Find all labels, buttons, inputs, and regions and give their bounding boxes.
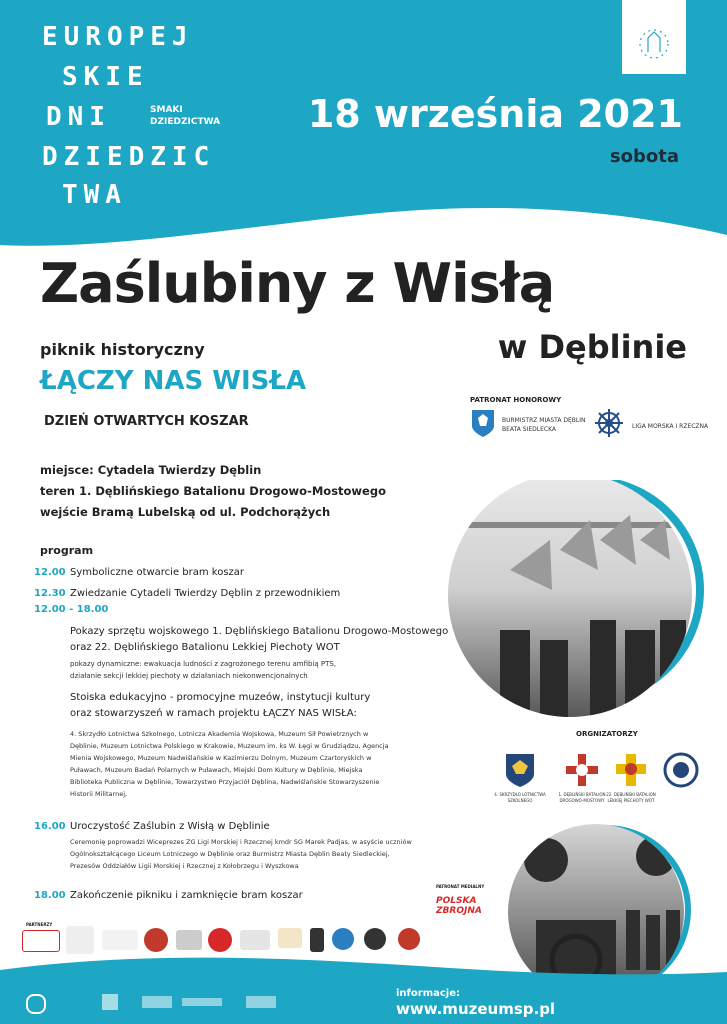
eu-logo xyxy=(622,0,686,74)
stands-line-1: Stoiska edukacyjno - promocyjne muzeów, instytucji kultury xyxy=(70,692,371,703)
event-day: sobota xyxy=(609,146,679,167)
edd-word-4: DZIEDZIC xyxy=(42,142,216,172)
edd-word-1: EUROPEJ xyxy=(42,22,194,52)
partner-logo-6 xyxy=(208,928,232,952)
website-link[interactable]: www.muzeumsp.pl xyxy=(396,1000,556,1018)
partner-logo-3 xyxy=(102,930,138,950)
program-time-4: 16.00 xyxy=(34,821,66,832)
partner-logo-1 xyxy=(22,930,60,952)
program-heading: program xyxy=(40,544,94,557)
smaki-line-1: SMAKI xyxy=(150,105,183,115)
stands-block xyxy=(70,690,370,722)
main-title: Zaślubiny z Wisłą xyxy=(40,252,555,315)
organizer-2-label: 1. DĘBLIŃSKI BATALION DROGOWO-MOSTOWY xyxy=(558,792,606,803)
show1-line-2: oraz 22. Dęblińskiego Batalionu Lekkiej Piechoty WOT xyxy=(70,642,340,653)
footer-logo-3 xyxy=(142,996,172,1008)
partner-logo-9 xyxy=(310,928,324,952)
eagle-shield-icon xyxy=(504,752,536,788)
show1-detail-2: działanie sekcji lekkiej piechoty w działaniach niekonwencjonalnych xyxy=(70,672,308,680)
organizer-1-label: 4. SKRZYDŁO LOTNICTWA SZKOLNEGO xyxy=(494,792,546,803)
info-label: informacje: xyxy=(396,988,461,999)
eagle-crest-icon xyxy=(470,408,496,438)
venue-line-2: teren 1. Dęblińskiego Batalionu Drogowo-Mostowego xyxy=(40,484,386,498)
picnic-label: piknik historyczny xyxy=(40,340,205,359)
stands-details xyxy=(70,728,389,800)
edd-word-5: TWA xyxy=(62,180,127,210)
stands-detail-6: Historii Militarnej, xyxy=(70,790,128,798)
program-time-5: 18.00 xyxy=(34,890,66,901)
patronage-header: PATRONAT HONOROWY xyxy=(470,396,562,404)
show1-details xyxy=(70,658,336,682)
partner-logo-11 xyxy=(364,928,386,950)
stands-detail-2: Dęblinie, Muzeum Lotnictwa Polskiego w Krakowie, Muzeum im. ks W. Łęgi w Grudziądzu, Agencja xyxy=(70,742,389,750)
program-event-4: Uroczystość Zaślubin z Wisłą w Dęblinie xyxy=(70,821,270,832)
partner-logo-12 xyxy=(398,928,420,950)
program-event-1: Symboliczne otwarcie bram koszar xyxy=(70,567,245,578)
smaki-label xyxy=(150,104,220,128)
media-patron-header: PATRONAT MEDIALNY xyxy=(436,884,485,889)
slogan: ŁĄCZY NAS WISŁA xyxy=(40,366,307,396)
show1-block xyxy=(70,624,448,656)
stands-detail-3: Mienia Wojskowego, Muzeum Nadwiślańskie w Kazimierzu Dolnym, Muzeum Czartoryskich w xyxy=(70,754,372,762)
footer-logo-1 xyxy=(26,994,46,1014)
ceremony-detail-3: Prezesów Oddziałów Ligii Morskiej i Rzecznej z Kołobrzegu i Wyszkowa xyxy=(70,862,299,870)
title-sub: w Dęblinie xyxy=(497,328,687,366)
partner-logo-5 xyxy=(176,930,202,950)
stands-detail-1: 4. Skrzydło Lotnictwa Szkolnego, Lotnicza Akademia Wojskowa, Muzeum Sił Powietrznych w xyxy=(70,730,369,738)
program-event-2: Zwiedzanie Cytadeli Twierdzy Dęblin z przewodnikiem xyxy=(70,588,341,599)
stands-line-2: oraz stowarzyszeń w ramach projektu ŁĄCZY NAS WISŁA: xyxy=(70,708,357,719)
venue-line-1: miejsce: Cytadela Twierdzy Dęblin xyxy=(40,463,262,477)
stands-detail-4: Puławach, Muzeum Badań Polarnych w Puławach, Miejski Dom Kultury w Dęblinie, Miejska xyxy=(70,766,363,774)
ceremony-details xyxy=(70,836,412,872)
stars-castle-icon xyxy=(622,0,686,74)
museum-seal-icon xyxy=(663,752,699,788)
patron-2-label: LIGA MORSKA I RZECZNA xyxy=(632,423,709,430)
program-event-5: Zakończenie pikniku i zamknięcie bram koszar xyxy=(70,890,303,901)
footer-logo-4 xyxy=(182,998,222,1006)
polska-zbrojna-logo: POLSKA ZBROJNA xyxy=(436,896,482,916)
wot-badge-icon xyxy=(614,752,648,788)
organizer-3-label: 22. DĘBLIŃSKI BATALION LEKKIEJ PIECHOTY WOT xyxy=(606,792,656,803)
patron-1-label: BURMISTRZ MIASTA DĘBLIN BEATA SIEDLECKA xyxy=(502,417,586,433)
footer-logo-2 xyxy=(102,994,118,1010)
organizers-header: ORGNIZATORZY xyxy=(576,730,638,738)
show1-detail-1: pokazy dynamiczne: ewakuacja ludności z zagrożonego terenu amfibią PTS, xyxy=(70,660,337,668)
organizer-1 xyxy=(490,752,550,804)
photo-flags xyxy=(440,480,727,720)
program-time-1: 12.00 xyxy=(34,567,66,578)
footer-logo-5 xyxy=(246,996,276,1008)
venue-block xyxy=(40,460,386,523)
footer-logos xyxy=(26,994,286,1014)
edd-word-2: SKIE xyxy=(62,62,149,92)
patron-2 xyxy=(594,408,714,442)
ship-wheel-icon xyxy=(594,408,624,438)
partner-logo-8 xyxy=(278,928,302,948)
partner-logo-7 xyxy=(240,930,270,950)
organizer-3 xyxy=(606,752,656,804)
organizer-4 xyxy=(660,752,702,792)
partner-logo-10 xyxy=(332,928,354,950)
patron-1 xyxy=(470,408,590,442)
edd-word-3: DNI xyxy=(46,102,111,132)
cross-badge-icon xyxy=(564,752,600,788)
open-day-label: DZIEŃ OTWARTYCH KOSZAR xyxy=(44,414,249,429)
show1-line-1: Pokazy sprzętu wojskowego 1. Dęblińskiego Batalionu Drogowo-Mostowego xyxy=(70,626,449,637)
program-time-3: 12.00 - 18.00 xyxy=(34,604,109,615)
event-date: 18 września 2021 xyxy=(307,92,683,136)
smaki-line-2: DZIEDZICTWA xyxy=(150,117,221,127)
organizer-2 xyxy=(554,752,610,804)
partner-logo-4 xyxy=(144,928,168,952)
venue-line-3: wejście Bramą Lubelską od ul. Podchorążych xyxy=(40,505,331,519)
stands-detail-5: Biblioteka Publiczna w Dęblinie, Towarzystwo Przyjaciół Dęblina, Nadwiślańskie Stowarzyszenie xyxy=(70,778,380,786)
ceremony-detail-2: Ogólnokształcącego Liceum Lotniczego w Dęblinie oraz Burmistrz Miasta Dęblin Beaty Siedleckiej, xyxy=(70,850,390,858)
partners-label: PARTNERZY xyxy=(26,922,53,927)
ceremony-detail-1: Ceremonię poprowadzi Wiceprezes ZG Ligi Morskiej i Rzecznej kmdr SG Marek Padjas, w asyście uczniów xyxy=(70,838,412,846)
program-time-2: 12.30 xyxy=(34,588,66,599)
